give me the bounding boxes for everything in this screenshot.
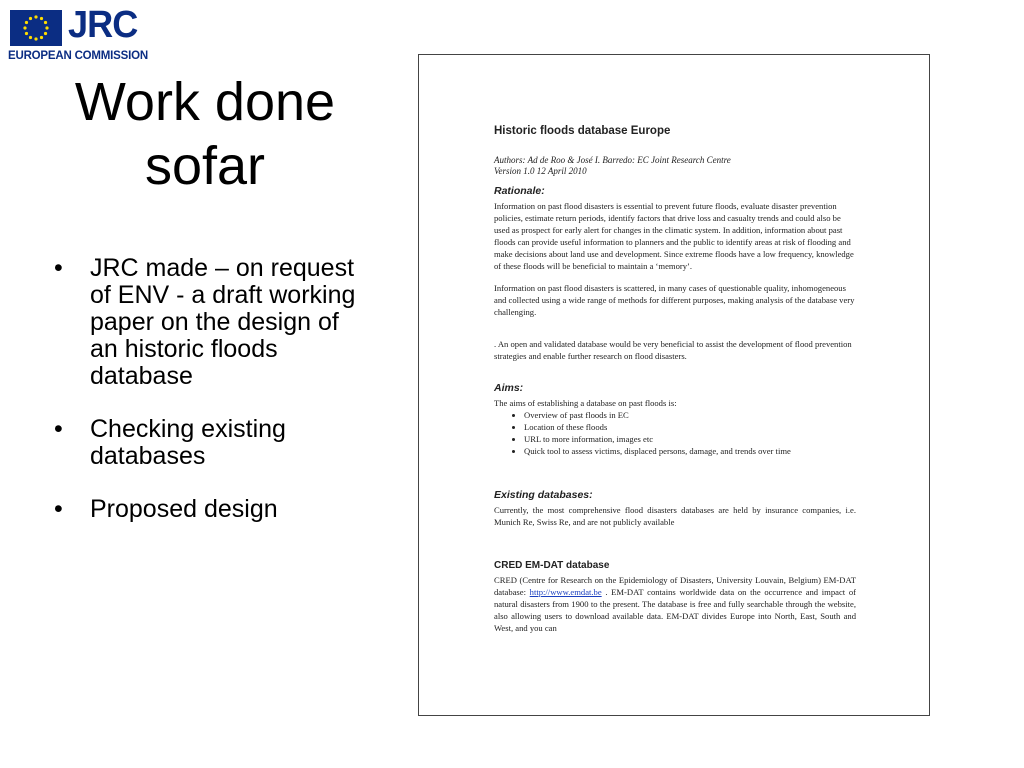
rationale-paragraph-2: Information on past flood disasters is scattered, in many cases of questionable quality, inhomogeneous and collected using a wide range of methods for different purposes, making analysis of the database very challenging. — [494, 283, 855, 317]
aims-list — [494, 409, 856, 457]
document-content — [494, 125, 856, 644]
aims-intro: The aims of establishing a database on past floods is: — [494, 398, 677, 408]
bullet-marker: • — [54, 415, 63, 443]
logo-acronym: JRC — [68, 4, 138, 46]
flag-star — [25, 32, 28, 35]
emdat-link[interactable]: http://www.emdat.be — [529, 587, 602, 597]
cred-text-after: . EM-DAT contains worldwide data on the occurrence and impact of natural disasters from 1900 to the present. The database is free and fully searchable through the website, also allowing users to download available data. EM-DAT divides Europe into North, East, South and West, and you can — [494, 587, 856, 633]
existing-databases-heading: Existing databases: — [494, 489, 593, 501]
aims-heading: Aims: — [494, 382, 524, 394]
aims-list-item: • Quick tool to assess victims, displaced persons, damage, and trends over time — [524, 445, 856, 457]
aims-list-item: • Location of these floods — [524, 421, 856, 433]
version-line: Version 1.0 12 April 2010 — [494, 166, 587, 176]
eu-flag-icon — [10, 10, 62, 46]
slide-title — [40, 70, 370, 198]
flag-star — [25, 21, 28, 24]
aims-list-item: • Overview of past floods in EC — [524, 409, 856, 421]
existing-databases-text: Currently, the most comprehensive flood disasters databases are held by insurance companies, i.e. Munich Re, Swiss Re, and are not publicly available — [494, 505, 856, 527]
bullet-item — [50, 255, 370, 390]
jrc-logo — [8, 4, 148, 64]
bullet-text: Checking existing databases — [90, 415, 286, 470]
flag-star — [29, 36, 32, 39]
bullet-text: Proposed design — [90, 495, 278, 523]
flag-star — [40, 17, 43, 20]
cred-paragraph — [494, 574, 856, 634]
bullet-marker: • — [54, 254, 63, 282]
bullet-item — [50, 496, 370, 523]
flag-star — [23, 26, 26, 29]
document-authors — [494, 155, 856, 177]
flag-star — [34, 15, 37, 18]
flag-star — [44, 21, 47, 24]
document-title: Historic floods database Europe — [494, 125, 671, 137]
flag-star — [45, 26, 48, 29]
rationale-paragraph-1: Information on past flood disasters is essential to prevent future floods, evaluate disaster prevention policies, estimate return periods, identify factors that drive loss and casualty trends and could also be used as prospect for early alert for changes in the climatic system. In addition, information about past floods can provide useful information to planners and the public to identify areas at risk of flooding and make decisions about land use and development. Since extreme floods have a low frequency, knowledge of these floods will be beneficial to maintain a ‘memory’. — [494, 201, 854, 271]
bullet-text: JRC made – on request of ENV - a draft working paper on the design of an historic floods database — [90, 254, 356, 390]
flag-star — [40, 36, 43, 39]
authors-line: Authors: Ad de Roo & José I. Barredo: EC Joint Research Centre — [494, 155, 731, 165]
cred-heading: CRED EM-DAT database — [494, 560, 610, 571]
cred-text-before: CRED (Centre for Research on the Epidemiology of Disasters, University Louvain, Belgium) EM-DAT database: — [494, 575, 856, 597]
flag-star — [29, 17, 32, 20]
slide-title-line-1: Work done — [74, 72, 336, 132]
rationale-heading: Rationale: — [494, 185, 545, 197]
logo-organisation: EUROPEAN COMMISSION — [8, 50, 148, 62]
flag-star — [44, 32, 47, 35]
bullet-list — [50, 255, 370, 549]
rationale-paragraph-3: . An open and validated database would be very beneficial to assist the development of flood prevention strategies and enable further research on flood disasters. — [494, 339, 852, 361]
slide-title-line-2: sofar — [144, 136, 266, 196]
document-page-image — [418, 54, 930, 716]
aims-list-item: • URL to more information, images etc — [524, 433, 856, 445]
flag-star — [34, 37, 37, 40]
bullet-item — [50, 416, 370, 470]
bullet-marker: • — [54, 495, 63, 523]
